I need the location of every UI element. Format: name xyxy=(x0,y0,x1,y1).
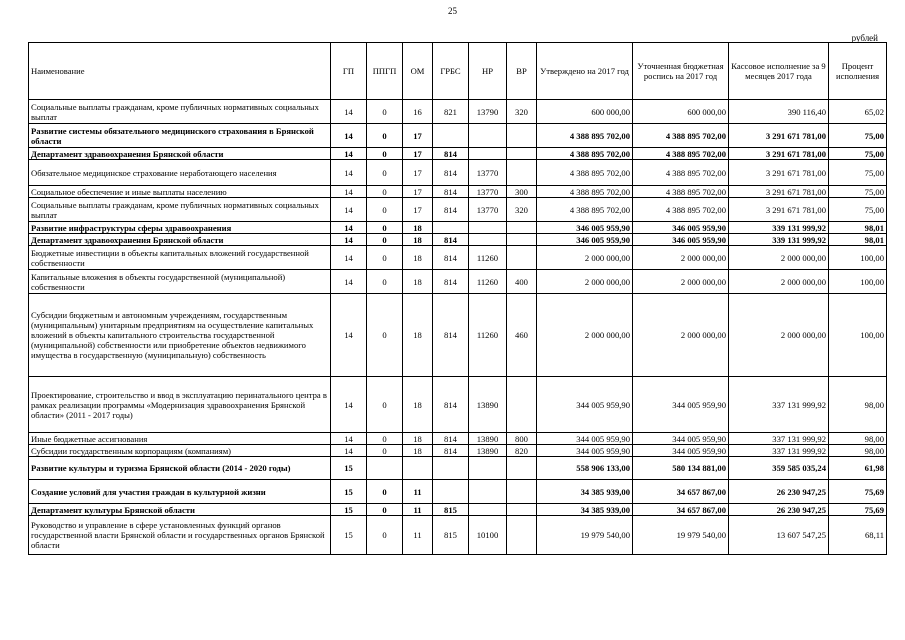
row-pgp: 0 xyxy=(367,186,403,198)
row-name: Субсидии бюджетным и автономным учреждениям, государственным (муниципальным) унитарным предприятиям на осуществление капитальных вложений в объекты капитального строительства государственной (муниципальной) собственности или приобретение объектов недвижимого имущества в государственную (муниципальную) собственность xyxy=(29,294,331,377)
row-vr xyxy=(507,377,537,433)
row-name: Социальное обеспечение и иные выплаты населению xyxy=(29,186,331,198)
row-percent: 100,00 xyxy=(829,294,887,377)
row-np xyxy=(469,222,507,234)
row-vr xyxy=(507,234,537,246)
row-approved: 346 005 959,90 xyxy=(537,222,633,234)
header-gp: ГП xyxy=(331,43,367,100)
row-name: Развитие системы обязательного медицинского страхования в Брянской области xyxy=(29,124,331,148)
row-pgp: 0 xyxy=(367,234,403,246)
row-approved: 4 388 895 702,00 xyxy=(537,124,633,148)
row-np: 13890 xyxy=(469,445,507,457)
row-cash: 390 116,40 xyxy=(729,100,829,124)
row-vr xyxy=(507,516,537,555)
row-approved: 344 005 959,90 xyxy=(537,377,633,433)
row-pgp: 0 xyxy=(367,294,403,377)
row-percent: 98,00 xyxy=(829,445,887,457)
row-gp: 15 xyxy=(331,457,367,480)
row-refined: 4 388 895 702,00 xyxy=(633,198,729,222)
row-om: 17 xyxy=(403,198,433,222)
row-refined: 344 005 959,90 xyxy=(633,377,729,433)
row-grbs: 815 xyxy=(433,504,469,516)
row-name: Субсидии государственным корпорациям (компаниям) xyxy=(29,445,331,457)
header-percent: Процент исполнения xyxy=(829,43,887,100)
row-pgp: 0 xyxy=(367,516,403,555)
row-np xyxy=(469,457,507,480)
row-om: 11 xyxy=(403,504,433,516)
table-row xyxy=(29,198,887,222)
row-name: Руководство и управление в сфере установленных функций органов государственной власти Брянской области и государственных органов Брянской области xyxy=(29,516,331,555)
row-refined: 2 000 000,00 xyxy=(633,246,729,270)
row-vr xyxy=(507,246,537,270)
row-pgp: 0 xyxy=(367,433,403,445)
table-row xyxy=(29,234,887,246)
row-name: Развитие культуры и туризма Брянской области (2014 - 2020 годы) xyxy=(29,457,331,480)
row-vr xyxy=(507,222,537,234)
row-grbs: 814 xyxy=(433,234,469,246)
row-grbs: 814 xyxy=(433,445,469,457)
row-approved: 34 385 939,00 xyxy=(537,480,633,504)
table-row xyxy=(29,270,887,294)
row-om: 18 xyxy=(403,270,433,294)
row-np: 13770 xyxy=(469,186,507,198)
row-name: Бюджетные инвестиции в объекты капитальных вложений государственной собственности xyxy=(29,246,331,270)
row-grbs xyxy=(433,222,469,234)
row-om: 11 xyxy=(403,480,433,504)
row-percent: 75,00 xyxy=(829,198,887,222)
row-cash: 26 230 947,25 xyxy=(729,480,829,504)
row-refined: 34 657 867,00 xyxy=(633,504,729,516)
row-percent: 75,00 xyxy=(829,160,887,186)
row-np xyxy=(469,124,507,148)
row-percent: 75,00 xyxy=(829,148,887,160)
row-grbs xyxy=(433,457,469,480)
budget-table xyxy=(28,42,887,555)
row-vr: 320 xyxy=(507,100,537,124)
row-grbs: 814 xyxy=(433,294,469,377)
row-pgp: 0 xyxy=(367,445,403,457)
row-vr xyxy=(507,148,537,160)
row-refined: 2 000 000,00 xyxy=(633,294,729,377)
row-percent: 75,00 xyxy=(829,124,887,148)
row-percent: 98,01 xyxy=(829,222,887,234)
row-gp: 15 xyxy=(331,504,367,516)
row-approved: 344 005 959,90 xyxy=(537,433,633,445)
table-row xyxy=(29,445,887,457)
row-np xyxy=(469,480,507,504)
row-refined: 344 005 959,90 xyxy=(633,445,729,457)
row-refined: 600 000,00 xyxy=(633,100,729,124)
row-percent: 65,02 xyxy=(829,100,887,124)
row-pgp xyxy=(367,457,403,480)
row-refined: 344 005 959,90 xyxy=(633,433,729,445)
row-pgp: 0 xyxy=(367,100,403,124)
row-refined: 4 388 895 702,00 xyxy=(633,186,729,198)
header-grbs: ГРБС xyxy=(433,43,469,100)
row-grbs: 821 xyxy=(433,100,469,124)
row-percent: 68,11 xyxy=(829,516,887,555)
table-row xyxy=(29,294,887,377)
row-gp: 14 xyxy=(331,270,367,294)
row-gp: 14 xyxy=(331,445,367,457)
row-approved: 558 906 133,00 xyxy=(537,457,633,480)
row-grbs xyxy=(433,480,469,504)
row-om: 18 xyxy=(403,445,433,457)
row-np: 13770 xyxy=(469,160,507,186)
row-gp: 14 xyxy=(331,198,367,222)
row-name: Социальные выплаты гражданам, кроме публичных нормативных социальных выплат xyxy=(29,198,331,222)
row-gp: 14 xyxy=(331,246,367,270)
row-percent: 100,00 xyxy=(829,270,887,294)
header-om: ОМ xyxy=(403,43,433,100)
row-vr xyxy=(507,504,537,516)
units-label: рублей xyxy=(851,33,878,43)
row-om: 17 xyxy=(403,148,433,160)
row-pgp: 0 xyxy=(367,222,403,234)
row-vr xyxy=(507,457,537,480)
row-cash: 339 131 999,92 xyxy=(729,222,829,234)
header-refined: Уточненная бюджетная роспись на 2017 год xyxy=(633,43,729,100)
table-row xyxy=(29,377,887,433)
row-vr: 300 xyxy=(507,186,537,198)
row-vr xyxy=(507,480,537,504)
header-pgp: ППГП xyxy=(367,43,403,100)
row-refined: 4 388 895 702,00 xyxy=(633,124,729,148)
row-vr xyxy=(507,124,537,148)
row-vr: 400 xyxy=(507,270,537,294)
row-cash: 3 291 671 781,00 xyxy=(729,186,829,198)
row-om: 17 xyxy=(403,160,433,186)
row-gp: 15 xyxy=(331,516,367,555)
row-pgp: 0 xyxy=(367,148,403,160)
row-name: Социальные выплаты гражданам, кроме публичных нормативных социальных выплат xyxy=(29,100,331,124)
row-pgp: 0 xyxy=(367,124,403,148)
row-pgp: 0 xyxy=(367,480,403,504)
row-percent: 75,69 xyxy=(829,504,887,516)
row-gp: 14 xyxy=(331,222,367,234)
row-np: 13790 xyxy=(469,100,507,124)
row-np xyxy=(469,234,507,246)
row-grbs xyxy=(433,124,469,148)
row-np: 11260 xyxy=(469,270,507,294)
row-pgp: 0 xyxy=(367,504,403,516)
row-vr: 320 xyxy=(507,198,537,222)
row-name: Департамент здравоохранения Брянской области xyxy=(29,148,331,160)
table-body xyxy=(29,100,887,555)
row-grbs: 814 xyxy=(433,270,469,294)
row-vr xyxy=(507,160,537,186)
table-row xyxy=(29,457,887,480)
row-gp: 14 xyxy=(331,294,367,377)
row-refined: 580 134 881,00 xyxy=(633,457,729,480)
row-percent: 98,00 xyxy=(829,377,887,433)
row-approved: 4 388 895 702,00 xyxy=(537,160,633,186)
row-approved: 346 005 959,90 xyxy=(537,234,633,246)
row-gp: 14 xyxy=(331,160,367,186)
row-grbs: 814 xyxy=(433,433,469,445)
table-row xyxy=(29,504,887,516)
row-gp: 14 xyxy=(331,377,367,433)
row-pgp: 0 xyxy=(367,246,403,270)
table-row xyxy=(29,480,887,504)
row-vr: 460 xyxy=(507,294,537,377)
row-percent: 61,98 xyxy=(829,457,887,480)
row-gp: 14 xyxy=(331,100,367,124)
row-grbs: 814 xyxy=(433,377,469,433)
row-cash: 2 000 000,00 xyxy=(729,270,829,294)
row-percent: 98,01 xyxy=(829,234,887,246)
row-refined: 346 005 959,90 xyxy=(633,234,729,246)
row-refined: 34 657 867,00 xyxy=(633,480,729,504)
row-pgp: 0 xyxy=(367,160,403,186)
row-approved: 2 000 000,00 xyxy=(537,294,633,377)
row-gp: 14 xyxy=(331,186,367,198)
row-np: 10100 xyxy=(469,516,507,555)
table-row xyxy=(29,100,887,124)
table-row xyxy=(29,246,887,270)
row-om: 18 xyxy=(403,234,433,246)
row-percent: 100,00 xyxy=(829,246,887,270)
row-approved: 2 000 000,00 xyxy=(537,246,633,270)
table-row xyxy=(29,148,887,160)
row-vr: 800 xyxy=(507,433,537,445)
row-cash: 339 131 999,92 xyxy=(729,234,829,246)
row-refined: 4 388 895 702,00 xyxy=(633,148,729,160)
row-cash: 3 291 671 781,00 xyxy=(729,198,829,222)
row-gp: 14 xyxy=(331,433,367,445)
row-approved: 4 388 895 702,00 xyxy=(537,186,633,198)
row-approved: 4 388 895 702,00 xyxy=(537,148,633,160)
row-om: 18 xyxy=(403,377,433,433)
row-om: 17 xyxy=(403,186,433,198)
row-gp: 15 xyxy=(331,480,367,504)
table-row xyxy=(29,186,887,198)
row-np: 13890 xyxy=(469,433,507,445)
row-gp: 14 xyxy=(331,234,367,246)
table-row xyxy=(29,222,887,234)
row-approved: 4 388 895 702,00 xyxy=(537,198,633,222)
row-pgp: 0 xyxy=(367,198,403,222)
row-om: 17 xyxy=(403,124,433,148)
row-grbs: 814 xyxy=(433,148,469,160)
row-om: 18 xyxy=(403,222,433,234)
row-refined: 19 979 540,00 xyxy=(633,516,729,555)
row-om: 18 xyxy=(403,433,433,445)
row-pgp: 0 xyxy=(367,377,403,433)
row-percent: 75,00 xyxy=(829,186,887,198)
row-cash: 3 291 671 781,00 xyxy=(729,148,829,160)
table-header-row xyxy=(29,43,887,100)
table-row xyxy=(29,433,887,445)
row-om: 18 xyxy=(403,246,433,270)
row-vr: 820 xyxy=(507,445,537,457)
row-gp: 14 xyxy=(331,148,367,160)
row-cash: 13 607 547,25 xyxy=(729,516,829,555)
row-name: Департамент культуры Брянской области xyxy=(29,504,331,516)
row-approved: 344 005 959,90 xyxy=(537,445,633,457)
row-refined: 346 005 959,90 xyxy=(633,222,729,234)
row-refined: 2 000 000,00 xyxy=(633,270,729,294)
row-approved: 2 000 000,00 xyxy=(537,270,633,294)
table-row xyxy=(29,516,887,555)
row-cash: 359 585 035,24 xyxy=(729,457,829,480)
page-number: 25 xyxy=(448,6,457,16)
row-cash: 26 230 947,25 xyxy=(729,504,829,516)
row-name: Обязательное медицинское страхование неработающего населения xyxy=(29,160,331,186)
row-pgp: 0 xyxy=(367,270,403,294)
row-name: Проектирование, строительство и ввод в эксплуатацию перинатального центра в рамках реализации программы «Модернизация здравоохранения Брянской области» (2011 - 2017 годы) xyxy=(29,377,331,433)
row-om: 18 xyxy=(403,294,433,377)
row-grbs: 814 xyxy=(433,186,469,198)
table-row xyxy=(29,160,887,186)
row-approved: 600 000,00 xyxy=(537,100,633,124)
row-cash: 337 131 999,92 xyxy=(729,445,829,457)
row-np: 11260 xyxy=(469,246,507,270)
row-np xyxy=(469,148,507,160)
row-grbs: 814 xyxy=(433,160,469,186)
row-om: 11 xyxy=(403,516,433,555)
row-name: Департамент здравоохранения Брянской области xyxy=(29,234,331,246)
row-percent: 75,69 xyxy=(829,480,887,504)
row-cash: 2 000 000,00 xyxy=(729,246,829,270)
row-cash: 337 131 999,92 xyxy=(729,433,829,445)
header-cash: Кассовое исполнение за 9 месяцев 2017 года xyxy=(729,43,829,100)
row-name: Развитие инфраструктуры сферы здравоохранения xyxy=(29,222,331,234)
row-name: Создание условий для участия граждан в культурной жизни xyxy=(29,480,331,504)
row-cash: 337 131 999,92 xyxy=(729,377,829,433)
row-approved: 34 385 939,00 xyxy=(537,504,633,516)
row-cash: 3 291 671 781,00 xyxy=(729,160,829,186)
header-name: Наименование xyxy=(29,43,331,100)
row-refined: 4 388 895 702,00 xyxy=(633,160,729,186)
row-om xyxy=(403,457,433,480)
row-grbs: 815 xyxy=(433,516,469,555)
row-gp: 14 xyxy=(331,124,367,148)
row-name: Иные бюджетные ассигнования xyxy=(29,433,331,445)
row-grbs: 814 xyxy=(433,198,469,222)
header-approved: Утверждено на 2017 год xyxy=(537,43,633,100)
row-percent: 98,00 xyxy=(829,433,887,445)
row-grbs: 814 xyxy=(433,246,469,270)
row-np: 13770 xyxy=(469,198,507,222)
row-cash: 2 000 000,00 xyxy=(729,294,829,377)
row-cash: 3 291 671 781,00 xyxy=(729,124,829,148)
header-vr: ВР xyxy=(507,43,537,100)
row-np xyxy=(469,504,507,516)
header-np: НР xyxy=(469,43,507,100)
row-om: 16 xyxy=(403,100,433,124)
table-row xyxy=(29,124,887,148)
row-np: 13890 xyxy=(469,377,507,433)
row-approved: 19 979 540,00 xyxy=(537,516,633,555)
row-name: Капитальные вложения в объекты государственной (муниципальной) собственности xyxy=(29,270,331,294)
row-np: 11260 xyxy=(469,294,507,377)
